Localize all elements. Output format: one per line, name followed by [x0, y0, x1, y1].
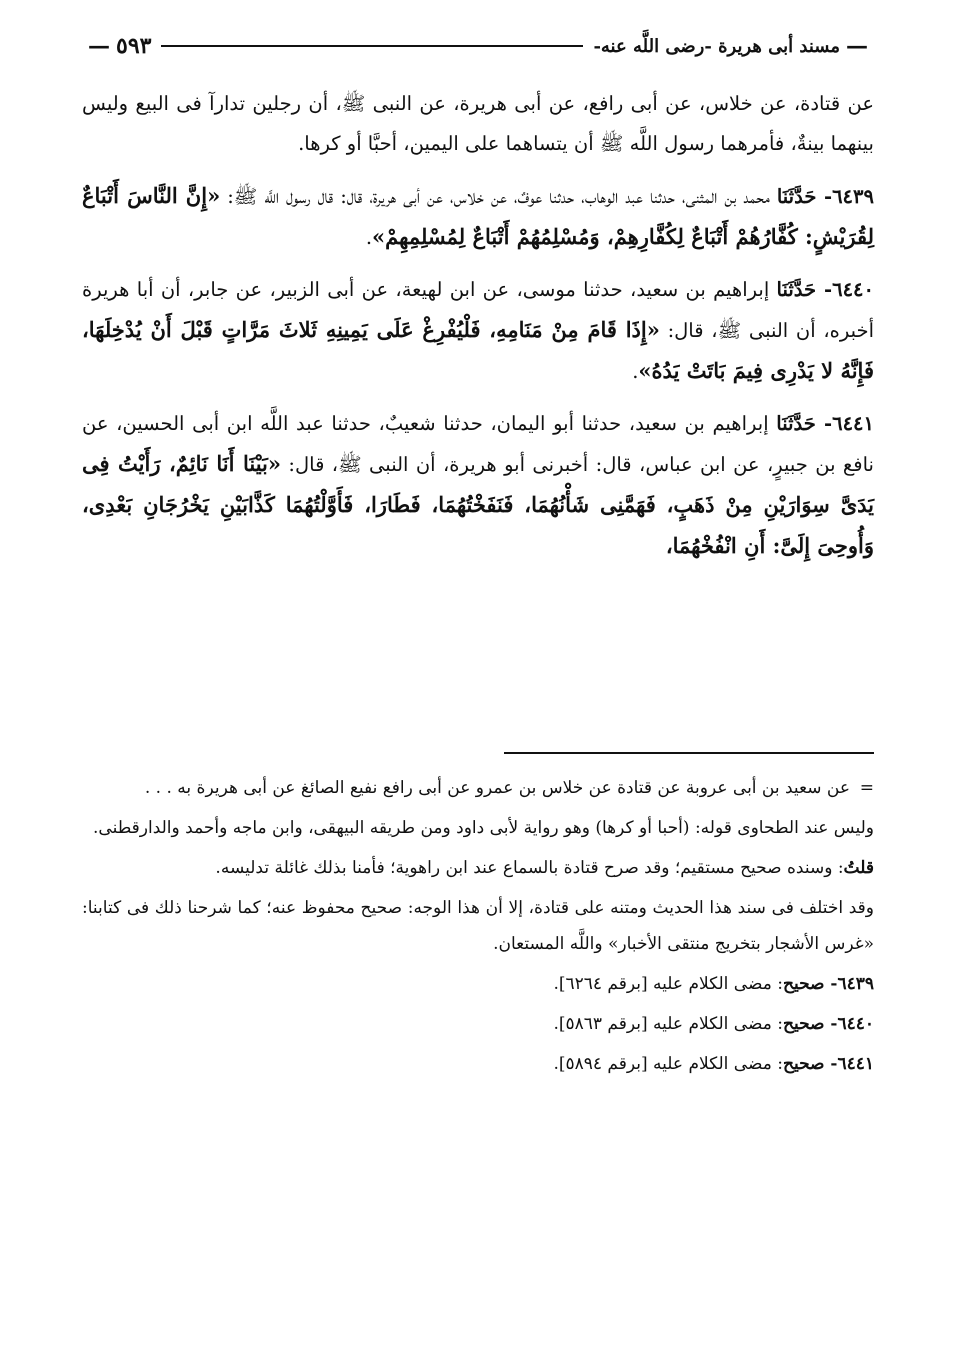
hadith-6441 [82, 404, 874, 567]
note-1: =عن سعيد بن أبى عروبة عن قتادة عن خلاس بن عمرو عن أبى رافع نفيع الصائغ عن أبى هريرة به . . . [82, 770, 874, 806]
hadith-6440 [82, 270, 874, 392]
qultu-label: قلتُ [843, 858, 874, 878]
haddathana-word: حَدَّثَنَا [776, 278, 817, 301]
hadith-6439 [82, 176, 874, 258]
note-4: وقد اختلف فى سند هذا الحديث ومتنه على قتادة، إلا أن هذا الوجه: صحيح محفوظ عنه؛ كما شرحنا ذلك فى كتابنا: «غرس الأشجار بتخريج منتقى الأخبار» واللَّه المستعان. [82, 898, 874, 954]
takhrij-6440: ٦٤٤٠- صحيح: مضى الكلام عليه [برقم ٥٨٦٣]. [553, 1014, 874, 1034]
header-dash-right: — [846, 33, 868, 59]
hadith-end: . [632, 360, 639, 383]
page-number: ٥٩٣ [116, 33, 152, 59]
hadith-matn: «بَيْنَا أَنَا نَائِمٌ، رَأَيْتُ فِى يَدَىَّ سِوَارَيْنِ مِنْ ذَهَبٍ، فَهَمَّنِى شَأْنُهُمَا، فَنَفَخْتُهُمَا، فَطَارَا، فَأَوَّلْتُهُمَا كَذَّابَيْنِ يَخْرُجَانِ بَعْدِى، وَأُوحِىَ إِلَىَّ: أَنِ انْفُخْهُمَا، [82, 451, 874, 558]
hadith-number: ٦٤٤١- [815, 412, 875, 435]
hadith-number: ٦٤٤٠- [816, 278, 874, 301]
haddathana-word: حَدَّثَنَا [776, 185, 817, 208]
paragraph-continuation: عن قتادة، عن خلاس، عن أبى رافع، عن أبى هريرة، عن النبى ﷺ، أن رجلين تدارآ فى البيع وليس بينهما بينةٌ، فأمرهما رسول اللَّه ﷺ أن يتساهما على اليمين، أحبَّا أو كرها. [82, 92, 874, 155]
note-3: قلتُ: وسنده صحيح مستقيم؛ وقد صرح قتادة بالسماع عند ابن راهوية؛ فأمنا بذلك غائلة تدليسه. [215, 858, 874, 878]
hadith-end: . [365, 226, 373, 249]
takhrij-6439: ٦٤٣٩- صحيح: مضى الكلام عليه [برقم ٦٢٦٤]. [553, 974, 874, 994]
continuation-marker: = [859, 778, 874, 798]
hadith-isnad: إبراهيم بن سعيد، حدثنا موسى، عن ابن لهيعة، عن أبى الزبير، عن جابر، أن أبا هريرة أخبره، أن النبى ﷺ، قال: [82, 278, 874, 342]
hadith-isnad: محمد بن المثنى، حدثنا عبد الوهاب، حدثنا عوفٌ، عن خلاس، عن أبى هريرة، قال: قال رسول اللَّه ﷺ: [220, 185, 777, 208]
main-text [82, 84, 874, 579]
note-2: وليس عند الطحاوى قوله: (أحبا أو كرها) وهو رواية لأبى داود ومن طريقه البيهقى، وابن ماجه وأحمد والدارقطنى. [93, 818, 874, 838]
header-rule [161, 45, 583, 47]
hadith-matn: «إِذَا قَامَ مِنْ مَنَامِهِ، فَلْيُفْرِغْ عَلَى يَمِينِهِ ثَلاثَ مَرَّاتٍ قَبْلَ أَنْ يُدْخِلَهَا، فَإِنَّهُ لا يَدْرِى فِيمَ بَاتَتْ يَدُهُ» [82, 317, 874, 383]
footnotes [82, 770, 874, 1086]
running-title: مسند أبى هريرة -رضى اللَّه عنه- [593, 35, 840, 57]
header-dash-left: — [88, 33, 110, 59]
page-header [82, 28, 874, 64]
hadith-matn: «إِنَّ النَّاسَ أَتْبَاعٌ لِقُرَيْشٍ: كُفَّارُهُمْ أَتْبَاعٌ لِكُفَّارِهِمْ، وَمُسْلِمُهُمْ أَتْبَاعٌ لِمُسْلِمِهِمْ» [82, 183, 874, 249]
takhrij-6441: ٦٤٤١- صحيح: مضى الكلام عليه [برقم ٥٨٩٤]. [553, 1054, 874, 1074]
haddathana-word: حَدَّثَنَا [776, 412, 816, 435]
footnote-divider [504, 752, 874, 754]
hadith-number: ٦٤٣٩- [816, 185, 874, 208]
hadith-isnad: إبراهيم بن سعيد، حدثنا أبو اليمان، حدثنا شعيبٌ، حدثنا عبد اللَّه ابن أبى الحسين، عن نافع بن جبيرٍ، عن ابن عباس، قال: أخبرنى أبو هريرة، أن النبى ﷺ، قال: [82, 412, 874, 476]
